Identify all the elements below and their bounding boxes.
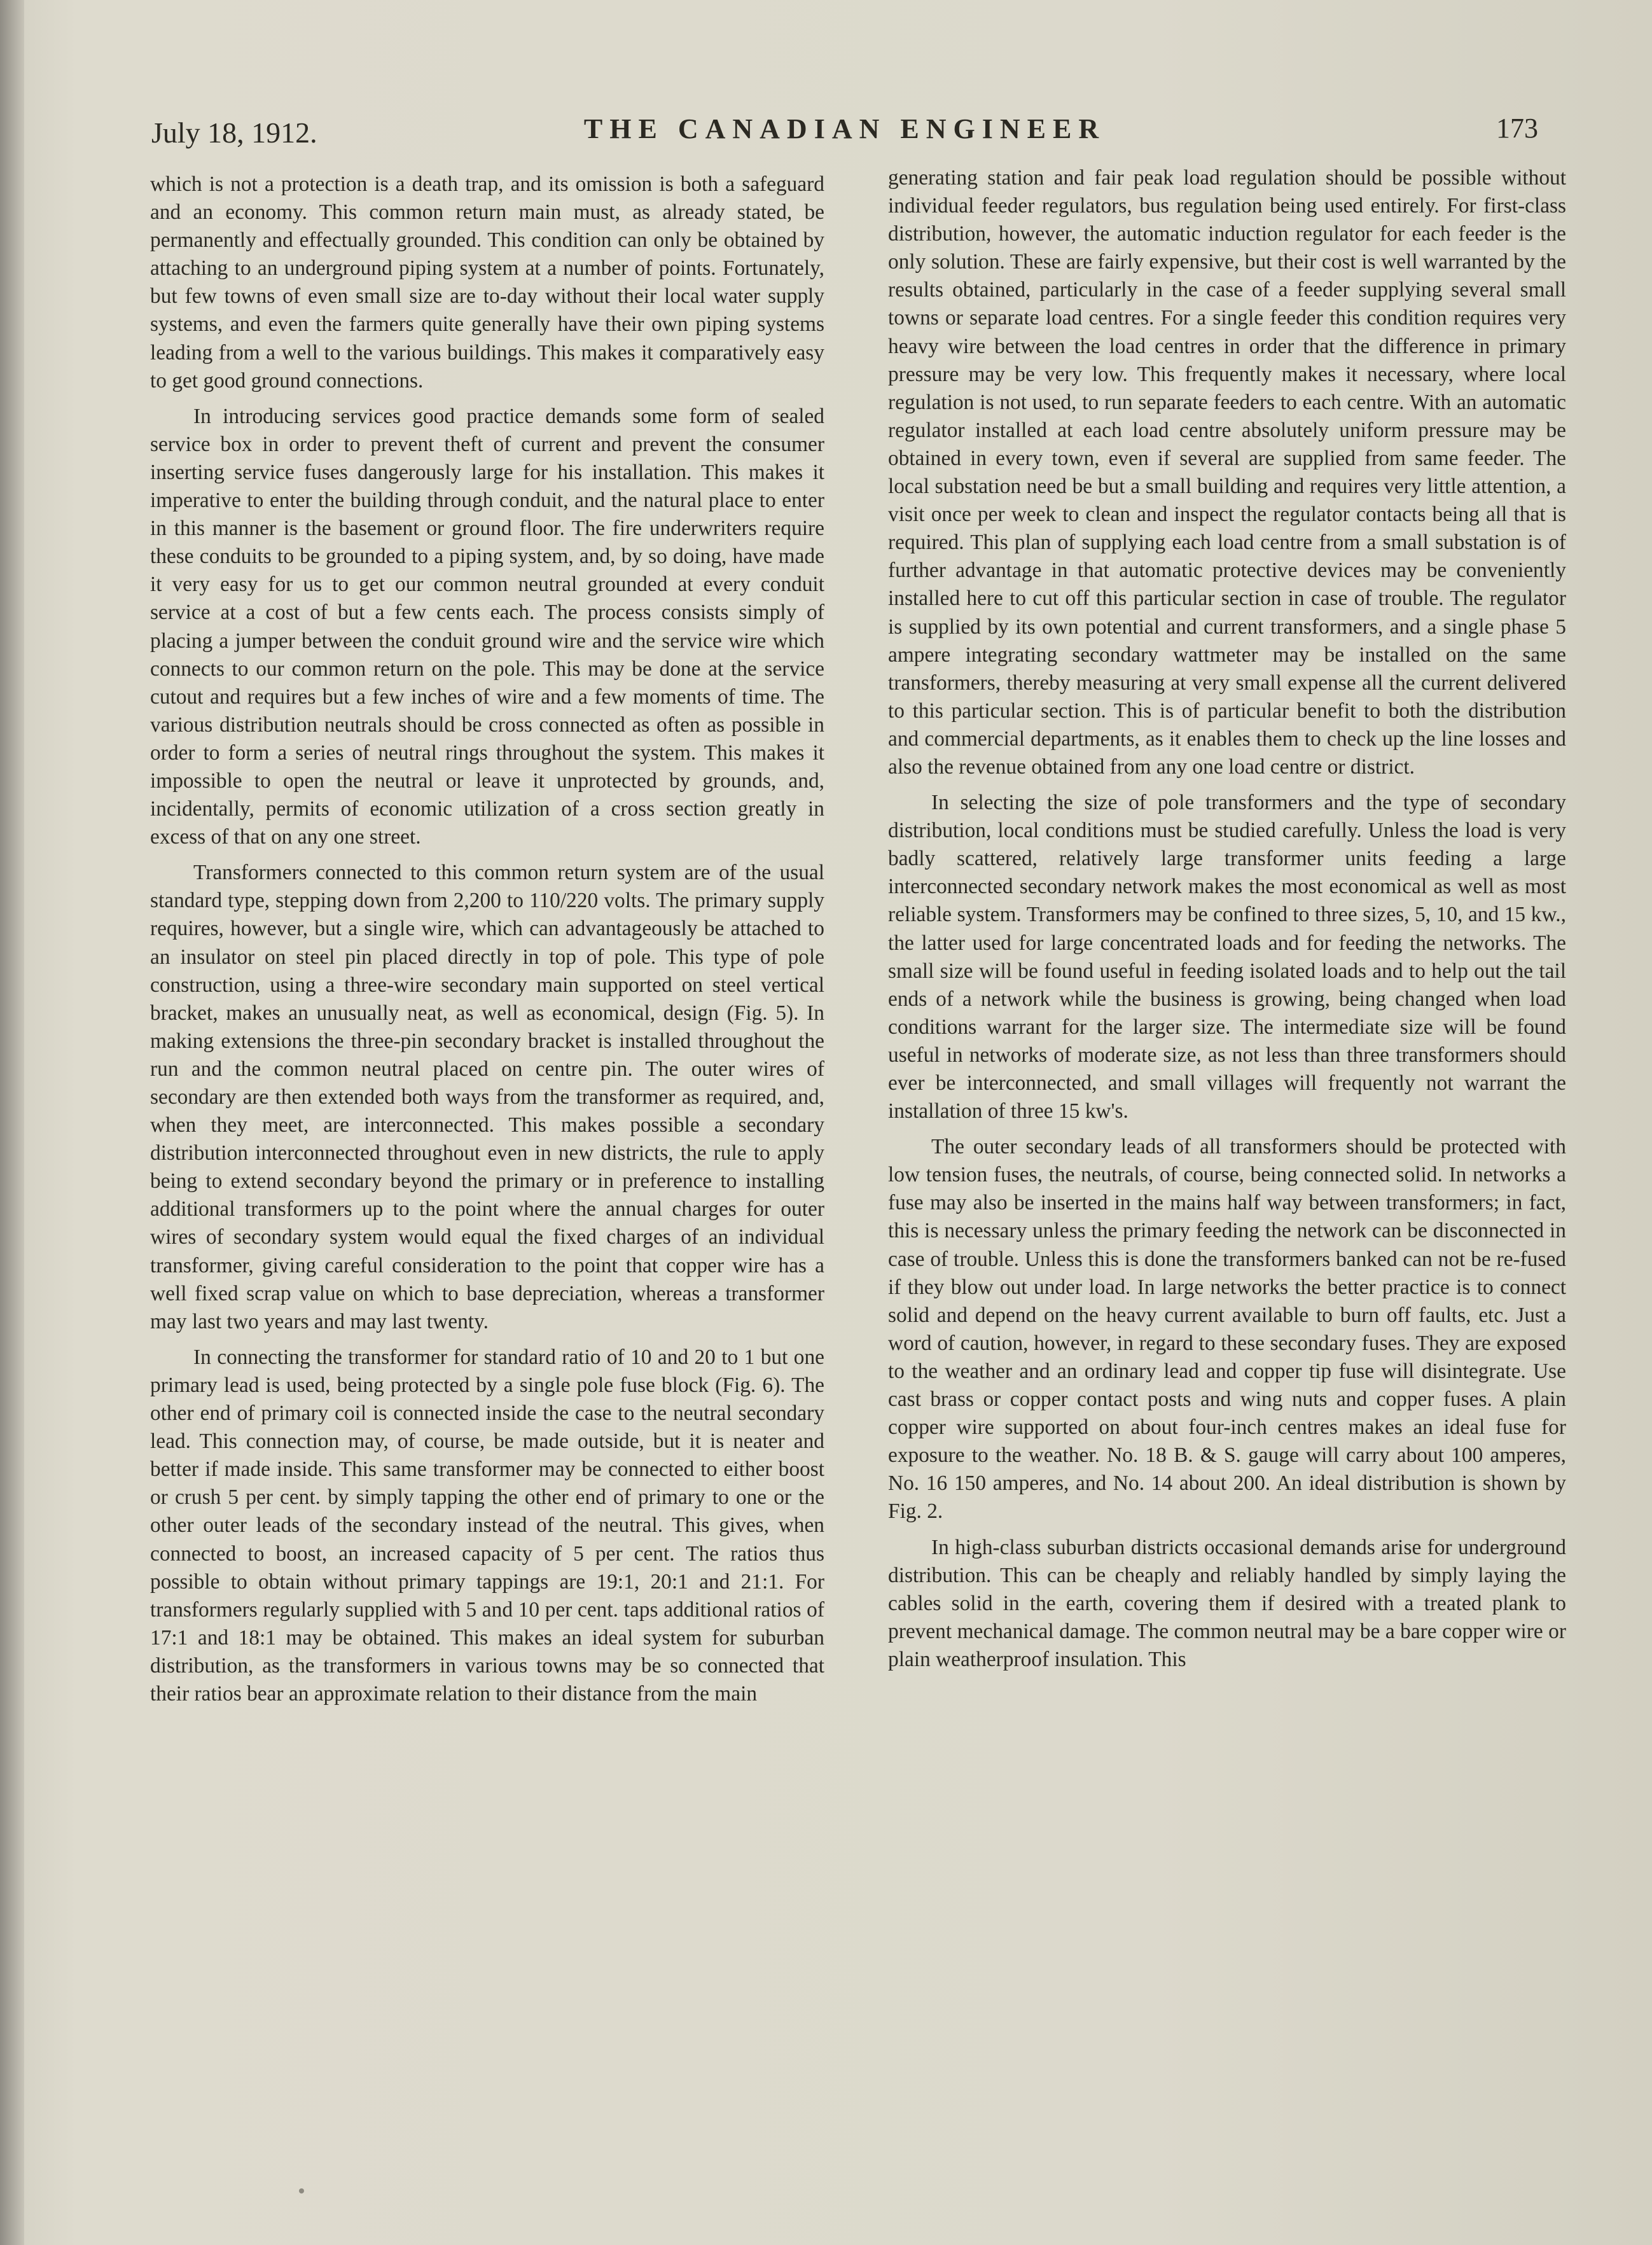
paragraph: In high-class suburban districts occasional demands arise for underground distribution. This can be cheaply and reliably handled by simply laying the cables solid in the earth, covering them if desired with a treated plank to prevent mechanical damage. The common neutral may be a bare copper wire or plain weatherproof insulation. This bbox=[888, 1535, 1566, 1671]
paragraph: In introducing services good practice demands some form of sealed service box in order to prevent theft of current and prevent the consumer inserting service fuses dangerously large for his installation. This makes it imperative to enter the building through conduit, and the natural place to enter in this manner is the basement or ground floor. The fire underwriters require these conduits to be grounded to a piping system, and, by so doing, have made it very easy for us to get our common neutral grounded at every conduit service at a cost of but a few cents each. The process consists simply of placing a jumper between the conduit ground wire and the service wire which connects to our common return on the pole. This may be done at the service cutout and requires but a few inches of wire and a few moments of time. The various distribution neutrals should be cross connected as often as possible in order to form a series of neutral rings throughout the system. This makes it impossible to open the neutral or leave it unprotected by grounds, and, incidentally, permits of economic utilization of a cross section greatly in excess of that on any one street. bbox=[150, 404, 824, 849]
paragraph: which is not a protection is a death trap, and its omission is both a safeguard and an economy. This common return main must, as already stated, be permanently and effectually grounded. This condition can only be obtained by attaching to an underground piping system at a number of points. Fortunately, but few towns of even small size are to-day without their local water supply systems, and even the farmers quite generally have their own piping systems leading from a well to the various buildings. This makes it comparatively easy to get good ground connections. bbox=[150, 172, 824, 393]
paragraph: In selecting the size of pole transformers and the type of secondary distribution, local conditions must be studied carefully. Unless the load is very badly scattered, relatively large transformer units feeding a large interconnected secondary network makes the most economical as well as most reliable system. Transformers may be confined to three sizes, 5, 10, and 15 kw., the latter used for large concentrated loads and for feeding the networks. The small size will be found useful in feeding isolated loads and to help out the tail ends of a network while the business is growing, being changed when load conditions warrant for the larger size. The intermediate size will be found useful in networks of moderate size, as not less than three transformers should ever be interconnected, and small villages will frequently not warrant the installation of three 15 kw's. bbox=[888, 791, 1566, 1123]
paragraph: Transformers connected to this common return system are of the usual standard type, stepping down from 2,200 to 110/220 volts. The primary supply requires, however, but a single wire, which can advantageously be attached to an insulator on steel pin placed directly in top of pole. This type of pole construction, using a three-wire secondary main supported on steel vertical bracket, makes an unusually neat, as well as economical, design (Fig. 5). In making extensions the three-pin secondary bracket is installed throughout the run and the common neutral placed on centre pin. The outer wires of secondary are then extended both ways from the transformer as required, and, when they meet, are interconnected. This makes possible a secondary distribution interconnected throughout even in new districts, the rule to apply being to extend secondary beyond the primary or in preference to installing additional transformers up to the point where the annual charges for outer wires of secondary system would equal the fixed charges of an individual transformer, giving careful consideration to the point that copper wire has a well fixed scrap value on which to base depreciation, whereas a transformer may last two years and may last twenty. bbox=[150, 861, 824, 1333]
paragraph: In connecting the transformer for standard ratio of 10 and 20 to 1 but one primary lead is used, being protected by a single pole fuse block (Fig. 6). The other end of primary coil is connected inside the case to the neutral secondary lead. This connection may, of course, be made outside, but it is neater and better if made inside. This same transformer may be connected to either boost or crush 5 per cent. by simply tapping the other end of primary to one or the other outer leads of the secondary instead of the neutral. This gives, when connected to boost, an increased capacity of 5 per cent. The ratios thus possible to obtain without primary tappings are 19:1, 20:1 and 21:1. For transformers regularly supplied with 5 and 10 per cent. taps additional ratios of 17:1 and 18:1 may be obtained. This makes an ideal system for suburban distribution, as the transformers in various towns may be so connected that their ratios bear an approximate relation to their distance from the main bbox=[150, 1345, 824, 1706]
issue-date: July 18, 1912. bbox=[151, 116, 317, 149]
print-speck bbox=[299, 2188, 304, 2193]
paragraph: The outer secondary leads of all transformers should be protected with low tension fuses, the neutrals, of course, being connected solid. In networks a fuse may also be inserted in the mains half way between transformers; in fact, this is necessary unless the primary feeding the network can be disconnected in case of trouble. Unless this is done the transformers banked can not be re-fused if they blow out under load. In large networks the better practice is to connect solid and depend on the heavy current available to burn off faults, etc. Just a word of caution, however, in regard to these secondary fuses. They are exposed to the weather and an ordinary lead and copper tip fuse will disintegrate. Use cast brass or copper contact posts and wing nuts and copper fuses. A plain copper wire supported on about four-inch centres makes an ideal fuse for exposure to the weather. No. 18 B. & S. gauge will carry about 100 amperes, No. 16 150 amperes, and No. 14 about 200. An ideal distribution is shown by Fig. 2. bbox=[888, 1135, 1566, 1524]
right-column bbox=[888, 164, 1566, 2162]
left-column bbox=[150, 170, 824, 2168]
page-spine-shadow bbox=[0, 0, 24, 2245]
page-number: 173 bbox=[1496, 113, 1538, 144]
journal-title: THE CANADIAN ENGINEER bbox=[583, 113, 1106, 144]
page-header bbox=[151, 109, 1538, 160]
paragraph: generating station and fair peak load regulation should be possible without individual feeder regulators, bus regulation being used entirely. For first-class distribution, however, the automatic induction regulator for each feeder is the only solution. These are fairly expensive, but their cost is well warranted by the results obtained, particularly in the case of a feeder supplying several small towns or separate load centres. For a single feeder this condition requires very heavy wire between the load centres in order that the difference in primary pressure may be very low. This frequently makes it necessary, where local regulation is not used, to run separate feeders to each centre. With an automatic regulator installed at each load centre absolutely uniform pressure may be obtained in every town, even if several are supplied from same feeder. The local substation need be but a small building and requires very little attention, a visit once per week to clean and inspect the regulator contacts being all that is required. This plan of supplying each load centre from a small substation is of further advantage in that automatic protective devices may be conveniently installed here to cut off this particular section in case of trouble. The regulator is supplied by its own potential and current transformers, and a single phase 5 ampere integrating secondary wattmeter may be installed on the same transformers, thereby measuring at very small expense all the current delivered to this particular section. This is of particular benefit to both the distribution and commercial departments, as it enables them to check up the line losses and also the revenue obtained from any one load centre or district. bbox=[888, 166, 1566, 779]
